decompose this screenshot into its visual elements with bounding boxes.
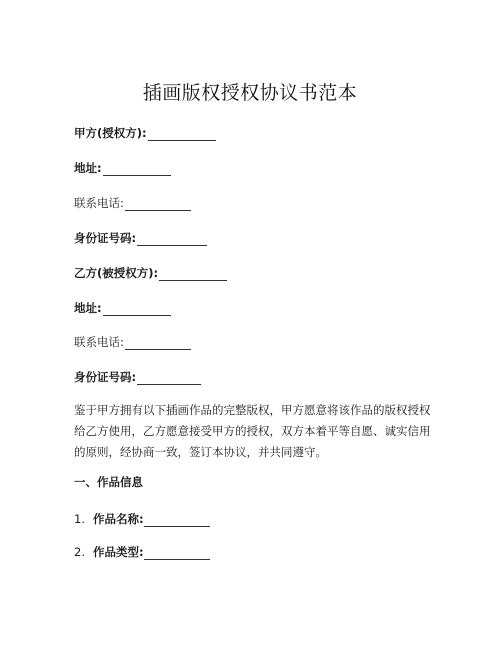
party-a-address-label: 地址: xyxy=(74,161,102,175)
party-b-id-blank[interactable] xyxy=(137,372,201,385)
party-b-id-label: 身份证号码: xyxy=(74,370,137,384)
party-b-phone-label: 联系电话: xyxy=(74,335,124,349)
party-a-phone-label: 联系电话: xyxy=(74,196,124,210)
party-a-id-blank[interactable] xyxy=(137,233,207,246)
item-number: 2. xyxy=(74,545,85,559)
document-title: 插画版权授权协议书范本 xyxy=(142,82,358,104)
party-a-field xyxy=(74,125,216,141)
item-number: 1. xyxy=(74,512,85,526)
party-a-address-blank[interactable] xyxy=(103,163,171,176)
party-b-phone-field xyxy=(74,334,191,350)
work-name-item xyxy=(74,511,210,527)
party-b-address-label: 地址: xyxy=(74,301,102,315)
party-b-id-field xyxy=(74,369,201,385)
party-b-phone-blank[interactable] xyxy=(125,337,191,350)
work-type-label: 作品类型: xyxy=(92,545,144,559)
party-a-phone-field xyxy=(74,195,191,211)
party-b-field xyxy=(74,265,227,281)
party-a-label: 甲方(授权方): xyxy=(74,126,147,140)
party-a-phone-blank[interactable] xyxy=(125,198,191,211)
party-a-id-field xyxy=(74,230,207,246)
party-b-address-field xyxy=(74,300,171,316)
party-b-blank[interactable] xyxy=(159,268,227,281)
party-b-address-blank[interactable] xyxy=(103,303,171,316)
party-a-id-label: 身份证号码: xyxy=(74,231,137,245)
work-name-label: 作品名称: xyxy=(92,512,144,526)
section-heading: 一、作品信息 xyxy=(74,475,143,489)
work-type-blank[interactable] xyxy=(144,547,210,560)
party-a-blank[interactable] xyxy=(148,128,216,141)
work-type-item xyxy=(74,544,210,560)
party-a-address-field xyxy=(74,160,171,176)
preamble-paragraph: 鉴于甲方拥有以下插画作品的完整版权，甲方愿意将该作品的版权授权给乙方使用，乙方愿意接受甲方的授权，双方本着平等自愿、诚实信用的原则，经协商一致，签订本协议，并共同遵守。 xyxy=(74,403,431,459)
party-b-label: 乙方(被授权方): xyxy=(74,266,159,280)
work-name-blank[interactable] xyxy=(144,514,210,527)
